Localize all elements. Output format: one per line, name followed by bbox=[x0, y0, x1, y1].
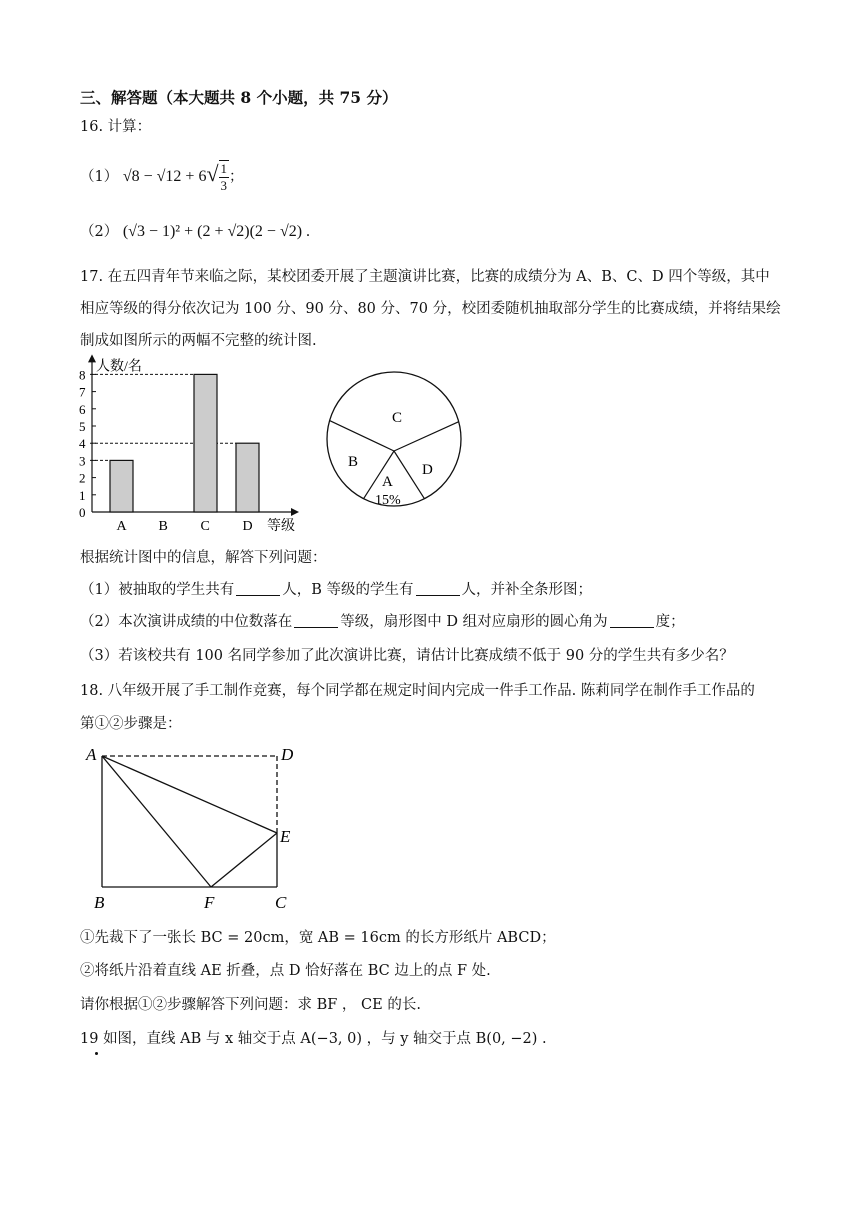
y-tick-label: 0 bbox=[79, 505, 86, 520]
x-tick-label: A bbox=[116, 519, 127, 532]
question-17-sub-1 bbox=[80, 578, 592, 599]
question-18-step-2: ②将纸片沿着直线 AE 折叠，点 D 恰好落在 BC 边上的点 F 处. bbox=[80, 963, 491, 979]
question-text: 计算： bbox=[107, 119, 152, 135]
x-tick-label: D bbox=[242, 519, 253, 532]
question-18-line-2: 第①②步骤是： bbox=[80, 716, 182, 732]
y-tick-label: 8 bbox=[79, 367, 86, 383]
question-number: 17. bbox=[80, 269, 104, 285]
stray-dot bbox=[95, 1052, 98, 1055]
segment-AF bbox=[102, 756, 211, 887]
point-label-F: F bbox=[204, 893, 215, 912]
pie-outline bbox=[327, 372, 461, 506]
punctuation: ； bbox=[229, 169, 244, 185]
sub-question-text: （2）本次演讲成绩的中位数落在 bbox=[80, 614, 293, 630]
answer-blank bbox=[294, 613, 338, 628]
question-19-text bbox=[80, 1027, 547, 1048]
point-label-A: A bbox=[86, 745, 97, 764]
point-label-C: C bbox=[275, 893, 287, 912]
y-tick-label: 5 bbox=[79, 419, 86, 434]
sub-question-text: （1）被抽取的学生共有 bbox=[80, 582, 235, 598]
fraction-numerator: 1 bbox=[220, 161, 228, 176]
y-axis-label: 人数/名 bbox=[96, 359, 142, 375]
folding-rectangle-figure bbox=[78, 738, 318, 913]
question-17-sub-2 bbox=[80, 610, 685, 631]
question-text: 如图，直线 AB 与 x 轴交于点 A(−3, 0) ，与 y 轴交于点 B(0, −2) . bbox=[103, 1031, 547, 1047]
point-label-D: D bbox=[281, 745, 294, 764]
x-axis-arrow bbox=[291, 508, 299, 516]
slice-label-C: C bbox=[392, 410, 403, 426]
question-18-step-1: ①先裁下了一张长 BC = 20cm，宽 AB = 16cm 的长方形纸片 ABCD； bbox=[80, 930, 556, 946]
question-text: 在五四青年节来临之际，某校团委开展了主题演讲比赛，比赛的成绩分为 A、B、C、D 四个等级，其中 bbox=[107, 269, 770, 285]
answer-blank bbox=[416, 581, 460, 596]
question-16-stem bbox=[80, 115, 151, 136]
answer-blank bbox=[236, 581, 280, 596]
point-label-B: B bbox=[94, 893, 105, 912]
question-17-instruction: 根据统计图中的信息，解答下列问题： bbox=[80, 550, 327, 566]
answer-blank bbox=[610, 613, 654, 628]
y-tick-label: 2 bbox=[79, 470, 86, 486]
y-tick-label: 6 bbox=[79, 401, 86, 417]
y-tick-label: 3 bbox=[79, 453, 86, 469]
fold-line-AE bbox=[102, 756, 277, 833]
fraction-denominator: 3 bbox=[220, 178, 228, 193]
question-17-line-2: 相应等级的得分依次记为 100 分、90 分、80 分、70 分，校团委随机抽取部分学生的比赛成绩，并将结果绘 bbox=[80, 301, 781, 317]
question-number: 18. bbox=[80, 683, 104, 699]
y-tick-label: 4 bbox=[79, 436, 86, 452]
slice-value-A: 15% bbox=[375, 493, 401, 508]
question-number: 16. bbox=[80, 119, 104, 135]
question-17-line-1 bbox=[80, 265, 770, 286]
x-tick-label: B bbox=[158, 519, 168, 532]
y-tick-label: 1 bbox=[79, 487, 86, 503]
question-17-sub-3: （3）若该校共有 100 名同学参加了此次演讲比赛，请估计比赛成绩不低于 90 分的学生共有多少名？ bbox=[80, 648, 734, 664]
question-17-line-3: 制成如图所示的两幅不完整的统计图. bbox=[80, 333, 317, 349]
x-tick-label: C bbox=[200, 519, 210, 532]
sqrt-sign: √ bbox=[206, 161, 219, 186]
part-label: （2） bbox=[80, 224, 119, 240]
bar-D bbox=[236, 443, 259, 512]
slice-label-B: B bbox=[348, 454, 359, 470]
question-text: 八年级开展了手工制作竞赛，每个同学都在规定时间内完成一件手工作品. 陈莉同学在制作手工作品的 bbox=[107, 683, 755, 699]
math-expression: √8 − √12 + 6 bbox=[122, 168, 207, 185]
question-16-part-2 bbox=[80, 220, 310, 241]
question-18-ask: 请你根据①②步骤解答下列问题：求 BF ， CE 的长. bbox=[80, 997, 421, 1013]
question-number: 19 bbox=[80, 1031, 99, 1047]
sub-question-text: 人，B 等级的学生有 bbox=[282, 582, 414, 598]
math-expression: (√3 − 1)² + (2 + √2)(2 − √2) . bbox=[122, 223, 311, 240]
part-label: （1） bbox=[80, 169, 119, 185]
bar-chart bbox=[72, 352, 312, 532]
bar-C bbox=[194, 374, 217, 512]
slice-label-D: D bbox=[422, 462, 433, 478]
segment-FE bbox=[211, 833, 277, 887]
slice-label-A: A bbox=[382, 474, 393, 490]
section-heading: 三、解答题（本大题共 8 个小题，共 75 分） bbox=[80, 88, 398, 107]
y-tick-label: 7 bbox=[79, 384, 86, 400]
question-16-part-1 bbox=[80, 160, 244, 194]
sub-question-text: 等级，扇形图中 D 组对应扇形的圆心角为 bbox=[340, 614, 608, 630]
y-axis-arrow bbox=[88, 354, 96, 362]
sub-question-text: 度； bbox=[655, 614, 685, 630]
point-label-E: E bbox=[280, 827, 291, 846]
question-18-line-1 bbox=[80, 679, 755, 700]
pie-chart bbox=[322, 362, 472, 512]
sub-question-text: 人，并补全条形图； bbox=[461, 582, 592, 598]
x-axis-label: 等级 bbox=[267, 519, 295, 532]
bar-A bbox=[110, 460, 133, 512]
fraction bbox=[219, 160, 230, 194]
